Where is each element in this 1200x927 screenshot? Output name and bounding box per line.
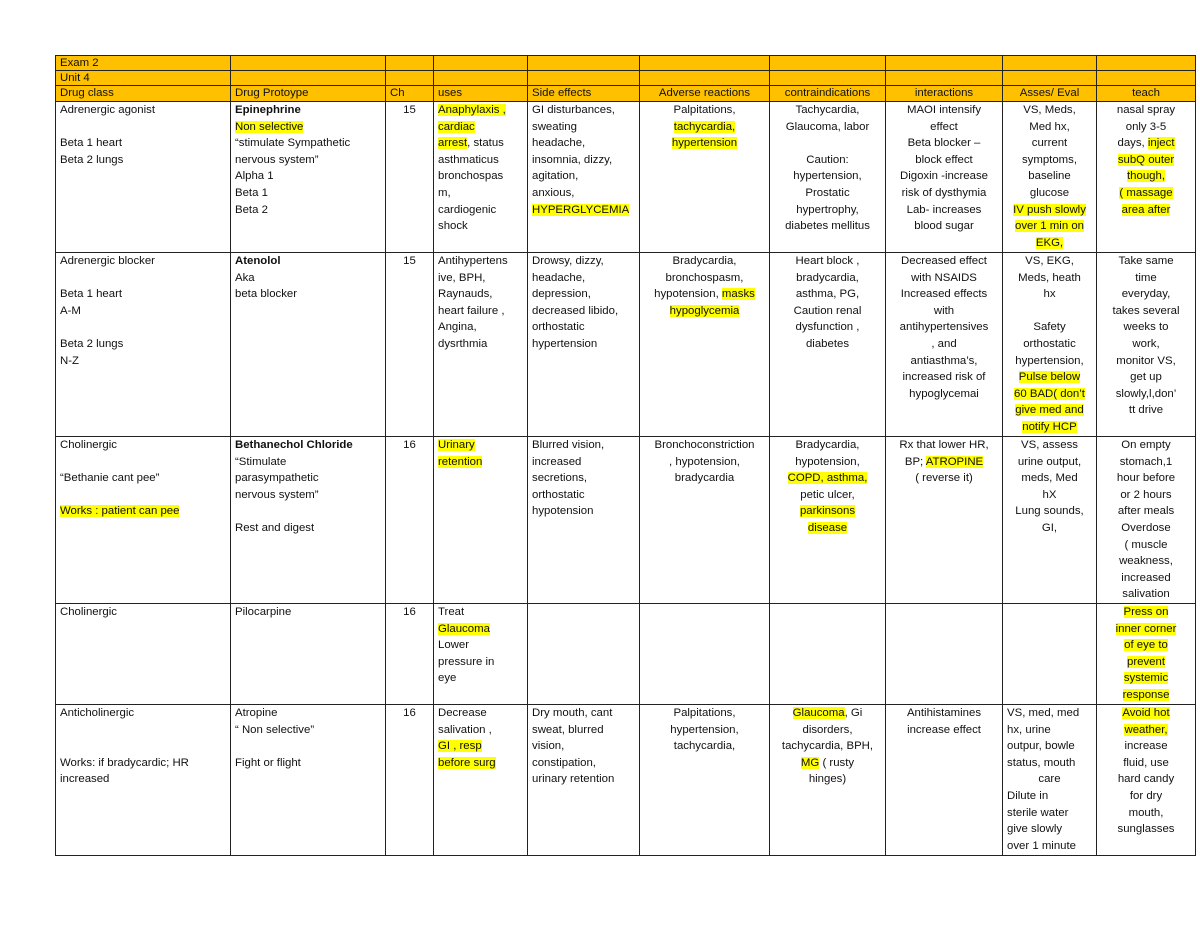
interactions-cell: MAOI intensify effect Beta blocker – block effect Digoxin -increase risk of dysthymia Lab- increases blood sugar	[886, 102, 1003, 253]
assess-eval-cell: VS, EKG, Meds, heath hx Safety orthostatic hypertension, Pulse below 60 BAD( don’t give med and notify HCP	[1003, 253, 1097, 437]
interactions-cell: Decreased effect with NSAIDS Increased effects with antihypertensives , and antiasthma’s, increased risk of hypoglycemai	[886, 253, 1003, 437]
uses-cell: Anaphylaxis , cardiac arrest, status asthmaticus bronchospas m, cardiogenic shock	[434, 102, 528, 253]
prototype-cell: Atenolol Aka beta blocker	[231, 253, 386, 437]
assess-eval-cell: VS, med, med hx, urine outpur, bowle status, mouth care Dilute in sterile water give slowly over 1 minute	[1003, 705, 1097, 856]
adverse-reactions-cell: Palpitations, tachycardia, hypertension	[640, 102, 770, 253]
contraindications-cell: Bradycardia, hypotension, COPD, asthma, petic ulcer, parkinsons disease	[770, 437, 886, 604]
side-effects-cell: Blurred vision, increased secretions, orthostatic hypotension	[528, 437, 640, 604]
contraindications-cell: Heart block , bradycardia, asthma, PG, Caution renal dysfunction , diabetes	[770, 253, 886, 437]
drug-class-cell: Anticholinergic Works: if bradycardic; HR increased	[56, 705, 231, 856]
chapter-cell: 15	[386, 253, 434, 437]
adverse-reactions-cell: Palpitations, hypertension, tachycardia,	[640, 705, 770, 856]
drug-study-table	[55, 55, 1196, 856]
side-effects-cell: GI disturbances, sweating headache, insomnia, dizzy, agitation, anxious, HYPERGLYCEMIA	[528, 102, 640, 253]
assess-eval-cell	[1003, 604, 1097, 705]
assess-eval-cell: VS, assess urine output, meds, Med hX Lung sounds, GI,	[1003, 437, 1097, 604]
drug-class-cell: Cholinergic	[56, 604, 231, 705]
header-assess-eval: Asses/ Eval	[1003, 86, 1097, 102]
uses-cell: Decrease salivation , GI , resp before surg	[434, 705, 528, 856]
teach-cell: Take same time everyday, takes several weeks to work, monitor VS, get up slowly,l,don’ tt drive	[1097, 253, 1196, 437]
interactions-cell: Rx that lower HR, BP; ATROPINE ( reverse it)	[886, 437, 1003, 604]
prototype-cell: Epinephrine Non selective “stimulate Sympathetic nervous system” Alpha 1 Beta 1 Beta 2	[231, 102, 386, 253]
title-row-unit	[56, 71, 1196, 86]
drug-class-cell: Adrenergic blocker Beta 1 heart A-M Beta 2 lungs N-Z	[56, 253, 231, 437]
teach-cell: nasal spray only 3-5 days, inject subQ outer though, ( massage area after	[1097, 102, 1196, 253]
interactions-cell: Antihistamines increase effect	[886, 705, 1003, 856]
chapter-cell: 16	[386, 705, 434, 856]
header-uses: uses	[434, 86, 528, 102]
side-effects-cell: Drowsy, dizzy, headache, depression, decreased libido, orthostatic hypertension	[528, 253, 640, 437]
drug-class-cell: Cholinergic “Bethanie cant pee” Works : patient can pee	[56, 437, 231, 604]
prototype-cell: Bethanechol Chloride “Stimulate parasympathetic nervous system” Rest and digest	[231, 437, 386, 604]
title-exam: Exam 2	[56, 56, 231, 71]
uses-cell: Urinary retention	[434, 437, 528, 604]
header-teach: teach	[1097, 86, 1196, 102]
column-header-row	[56, 86, 1196, 102]
adverse-reactions-cell: Bronchoconstriction , hypotension, bradycardia	[640, 437, 770, 604]
header-adverse-reactions: Adverse reactions	[640, 86, 770, 102]
table-row	[56, 437, 1196, 604]
uses-cell: Antihypertens ive, BPH, Raynauds, heart failure , Angina, dysrthmia	[434, 253, 528, 437]
header-chapter: Ch	[386, 86, 434, 102]
teach-cell: Press on inner corner of eye to prevent systemic response	[1097, 604, 1196, 705]
chapter-cell: 16	[386, 604, 434, 705]
title-unit: Unit 4	[56, 71, 231, 86]
side-effects-cell	[528, 604, 640, 705]
teach-cell: On empty stomach,1 hour before or 2 hours after meals Overdose ( muscle weakness, increased salivation	[1097, 437, 1196, 604]
adverse-reactions-cell	[640, 604, 770, 705]
contraindications-cell: Glaucoma, Gi disorders, tachycardia, BPH, MG ( rusty hinges)	[770, 705, 886, 856]
uses-cell: Treat Glaucoma Lower pressure in eye	[434, 604, 528, 705]
table-row	[56, 604, 1196, 705]
header-interactions: interactions	[886, 86, 1003, 102]
prototype-cell: Atropine “ Non selective” Fight or flight	[231, 705, 386, 856]
title-row-exam	[56, 56, 1196, 71]
assess-eval-cell: VS, Meds, Med hx, current symptoms, baseline glucose IV push slowly over 1 min on EKG,	[1003, 102, 1097, 253]
contraindications-cell: Tachycardia, Glaucoma, labor Caution: hypertension, Prostatic hypertrophy, diabetes mellitus	[770, 102, 886, 253]
drug-class-cell: Adrenergic agonist Beta 1 heart Beta 2 lungs	[56, 102, 231, 253]
header-drug-prototype: Drug Protoype	[231, 86, 386, 102]
table-row	[56, 253, 1196, 437]
table-row	[56, 102, 1196, 253]
header-drug-class: Drug class	[56, 86, 231, 102]
interactions-cell	[886, 604, 1003, 705]
adverse-reactions-cell: Bradycardia, bronchospasm, hypotension, masks hypoglycemia	[640, 253, 770, 437]
chapter-cell: 15	[386, 102, 434, 253]
header-side-effects: Side effects	[528, 86, 640, 102]
chapter-cell: 16	[386, 437, 434, 604]
table-row	[56, 705, 1196, 856]
side-effects-cell: Dry mouth, cant sweat, blurred vision, constipation, urinary retention	[528, 705, 640, 856]
teach-cell: Avoid hot weather, increase fluid, use hard candy for dry mouth, sunglasses	[1097, 705, 1196, 856]
contraindications-cell	[770, 604, 886, 705]
prototype-cell: Pilocarpine	[231, 604, 386, 705]
header-contraindications: contraindications	[770, 86, 886, 102]
